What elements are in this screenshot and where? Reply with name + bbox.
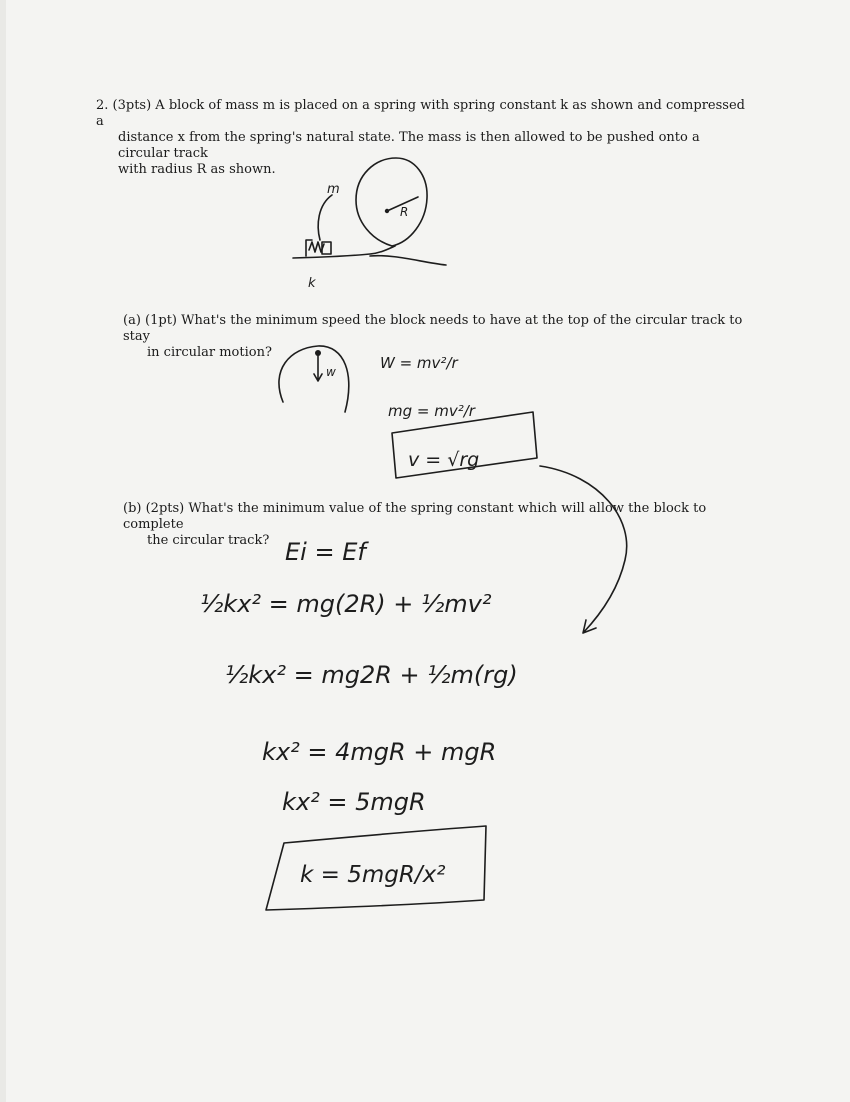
loop-center-dot: [385, 209, 389, 213]
substitution-arrow: [540, 466, 627, 633]
problem-line-2: distance x from the spring's natural state. The mass is then allowed to be pushed onto a circular track: [118, 130, 700, 161]
part-a-line-1: (1pt) What's the minimum speed the block needs to have at the top of the circular track to stay: [123, 313, 743, 344]
part-a-line-2: in circular motion?: [147, 345, 272, 360]
part-b-line-2: the circular track?: [147, 533, 270, 548]
problem-number: 2.: [96, 98, 109, 113]
part-a-sketch: [279, 346, 349, 412]
loop-track: [356, 158, 427, 246]
problem-line-3: with radius R as shown.: [118, 162, 276, 177]
part-a-answer: v = √rg: [408, 449, 480, 471]
mass-label: m: [327, 182, 340, 197]
part-b-line-3-work: ½kx² = mg2R + ½m(rg): [225, 661, 518, 689]
block-dot: [315, 350, 321, 356]
loop-sketch: [279, 346, 349, 412]
part-b-line-5-work: kx² = 5mgR: [282, 788, 426, 816]
part-a-eq2: mg = mv²/r: [388, 402, 475, 420]
track-exit-line: [370, 256, 446, 265]
problem-line-1: (3pts) A block of mass m is placed on a spring with spring constant k as shown and compressed a: [96, 98, 745, 129]
part-b-label: (b): [123, 501, 142, 516]
mass-pointer: [318, 195, 332, 240]
spring-track-diagram: [293, 158, 446, 291]
part-b-answer: k = 5mgR/x²: [300, 862, 446, 888]
part-a-label: (a): [123, 313, 141, 328]
part-b-work: [200, 538, 518, 910]
part-b-line-1-work: Ei = Ef: [285, 538, 366, 566]
weight-label: w: [326, 365, 336, 379]
weight-arrow: [314, 356, 322, 381]
part-a-eq1: W = mv²/r: [380, 354, 458, 372]
part-b-line-1: (2pts) What's the minimum value of the spring constant which will allow the block to complete: [123, 501, 707, 532]
radius-label: R: [400, 205, 409, 219]
spring-label: k: [308, 276, 316, 291]
part-b-line-4-work: kx² = 4mgR + mgR: [262, 738, 497, 766]
part-b-line-2-work: ½kx² = mg(2R) + ½mv²: [200, 590, 492, 618]
